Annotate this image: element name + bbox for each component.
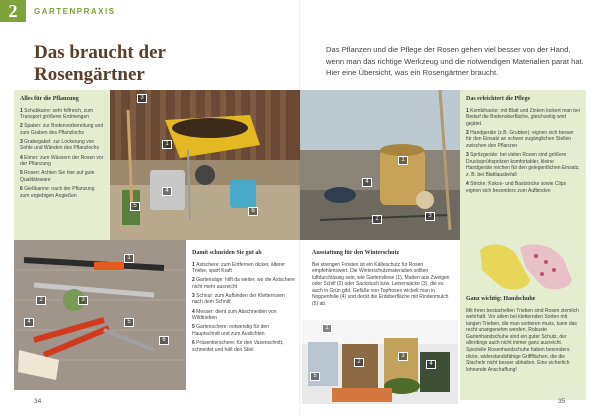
chapter-number: 2: [0, 0, 26, 22]
photo-tag: 1: [322, 324, 332, 333]
page-number-right: 35: [558, 398, 566, 405]
section-label: GARTENPRAXIS: [34, 7, 116, 16]
photo-tag: 4: [362, 178, 372, 187]
list-item: 3 Spritzgeräte: bei vielen Rosen sind größere Drucksprühspritzen komfortabler, kleine Handgeräte reichen für den gelegentlichen Einsatz, z. B. bei Blattlausbefall: [466, 152, 580, 178]
winter-panel: [302, 240, 458, 322]
list-item: 1 Astschere: zum Entfernen dicker, älterer Triebe, spart Kraft: [192, 261, 286, 275]
list-item: 1 Kombihacke: mit Blatt und Zinken lockert man bei Bedarf die Bodenoberfläche, gleichzeitig wird gejätet.: [466, 107, 580, 127]
list-item: 4 Stricke: Kokos- und Baststricke sowie Clips eignen sich besonders zum Aufbinden: [466, 180, 567, 194]
planting-photo: [110, 90, 300, 240]
photo-tag: 1: [162, 140, 172, 149]
gloves-panel: [460, 240, 586, 400]
page-title: Das braucht der Rosengärtner: [34, 42, 166, 85]
planting-list: [20, 108, 104, 200]
photo-tag: 2: [372, 215, 382, 224]
list-item: 6 Präsentierschere: für den Vasenschnitt, schneidet und hält den Stiel: [192, 339, 284, 353]
list-item: 3 Grabegabel: zur Lockerung von Sohle und Wänden des Pflanzlochs: [20, 138, 99, 152]
photo-tag: 2: [36, 296, 46, 305]
cutting-panel: [186, 240, 300, 364]
photo-tag: 6: [159, 336, 169, 345]
planting-heading: Alles für die Pflanzung: [20, 96, 79, 102]
winter-heading: Ausstattung für den Winterschutz: [312, 250, 400, 256]
photo-tag: 3: [137, 94, 147, 103]
photo-tag: 4: [426, 360, 436, 369]
intro-text: Das Pflanzen und die Pflege der Rosen gehen viel besser von der Hand, wenn man das richtige Werkzeug und die notwendigen Materialien parat hat. Hier eine Übersicht, was ein Rosengärtner braucht.: [326, 45, 584, 78]
care-list: [466, 108, 580, 195]
photo-tag: 6: [248, 207, 258, 216]
photo-tag: 1: [398, 156, 408, 165]
care-panel: [460, 90, 586, 240]
photo-tag: 3: [78, 296, 88, 305]
list-item: 5 Rosen: Achten Sie hier auf gute Qualitätsware: [20, 170, 95, 183]
winter-photo: [302, 320, 458, 404]
page-number-left: 34: [34, 398, 42, 405]
planting-panel: [14, 90, 110, 240]
care-photo: [300, 90, 460, 240]
photo-tag: 4: [24, 318, 34, 327]
photo-tag: 2: [354, 358, 364, 367]
list-item: 5 Gartenschere: notwendig für den Hauptschnitt und zum Auslichten: [192, 324, 269, 337]
photo-tag: 1: [124, 254, 134, 263]
list-item: 6 Gießkanne: nach der Pflanzung zum ergiebigen Angießen: [20, 185, 95, 199]
list-item: 4 Eimer: zum Wässern der Rosen vor der Pflanzung: [20, 154, 104, 168]
cutting-heading: Damit schneiden Sie gut ab: [192, 250, 262, 256]
care-heading: Das erleichtert die Pflege: [466, 96, 531, 102]
gloves-heading: Ganz wichtig: Handschuhe: [466, 296, 536, 302]
gloves-photo: [460, 240, 586, 296]
photo-tag: 3: [398, 352, 408, 361]
list-item: 4 Messer: dient zum Abschneiden von Wildtrieben: [192, 308, 277, 322]
list-item: 2 Spaten: zur Bodenvorbereitung und zum Graben des Pflanzlochs: [20, 123, 104, 136]
list-item: 3 Schnur: zum Aufbinden der Kletterrosen nach dem Schnitt: [192, 292, 285, 306]
gloves-text-block: [466, 296, 582, 373]
winter-text: Bei strengen Frösten ist ein Kälteschutz für Rosen empfehlenswert. Die Winterschutzmaterialien sollten luftdurchlässig sein, wie Gartenvliese (1), Matten aus Zweigen oder Schilf (2) oder Sackstuch bzw. Leinensäcke (3), die es auch in Grün gibt. Gefäße von Topfrosen wickelt man in Noppenfolie (4) und deckt die Erdoberfläche mit Rindenmulch (5) ab.: [312, 261, 450, 308]
photo-tag: 5: [310, 372, 320, 381]
photo-tag: 3: [425, 212, 435, 221]
cutting-tools-photo: [14, 240, 186, 390]
page-gutter: [299, 0, 301, 415]
list-item: 2 Handgeräte (z.B. Grubber): eignen sich besser für den Einsatz an schwer zugänglichen Stellen zwischen den Pflanzen: [466, 129, 574, 149]
gloves-text: Mit ihren bestachelten Trieben sind Rosen ziemlich wehrhaft. Vor allem bei kletternden Sorten mit langen Trieben, die man sortieren muss, kann das recht unangenehm werden. Robuste Gartenhandschuhe sind ein guter Schutz, der allerdings auch nicht immer ganz ausreicht. Spezielle Rosenhandschuhe haben besonders dicke, widerstandsfähige Griffflächen, die die Stacheln nicht besser abhalten. Eine sicherlich lohnende Anschaffung!: [466, 307, 579, 373]
photo-tag: 4: [162, 187, 172, 196]
list-item: 2 Gartensäge: hilft da weiter, wo die Astschere nicht mehr ausreicht: [192, 277, 295, 290]
photo-tag: 5: [130, 202, 140, 211]
cutting-list: [192, 262, 296, 354]
list-item: 1 Schubkarre: sehr hilfreich, zum Transport größerer Erdmengen: [20, 107, 94, 121]
photo-tag: 5: [124, 318, 134, 327]
